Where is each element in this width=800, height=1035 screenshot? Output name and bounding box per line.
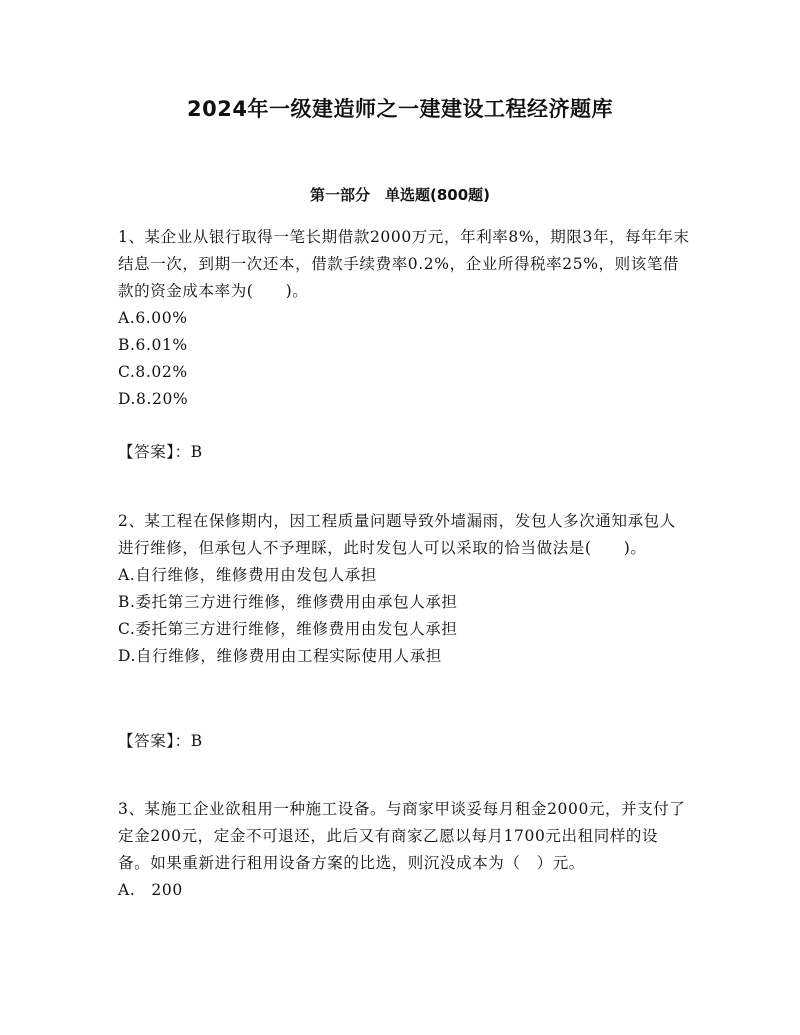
option-a: A.6.00% — [118, 309, 188, 327]
option-c: C.8.02% — [118, 363, 188, 381]
option-c: C.委托第三方进行维修，维修费用由发包人承担 — [118, 620, 458, 638]
question-2 — [118, 508, 690, 670]
question-text: 2、某工程在保修期内，因工程质量问题导致外墙漏雨，发包人多次通知承包人进行维修，但承包人不予理睬，此时发包人可以采取的恰当做法是( )。 — [118, 512, 676, 557]
answer-1: 【答案】：B — [118, 443, 203, 461]
question-text: 3、某施工企业欲租用一种施工设备。与商家甲谈妥每月租金2000元，并支付了定金200元，定金不可退还，此后又有商家乙愿以每月1700元出租同样的设备。如果重新进行租用设备方案的比选，则沉没成本为（ ）元。 — [118, 800, 686, 872]
option-a: A.自行维修，维修费用由发包人承担 — [118, 566, 377, 584]
option-a: A. 200 — [118, 881, 183, 899]
option-d: D.自行维修，维修费用由工程实际使用人承担 — [118, 647, 442, 665]
document-title: 2024年一级建造师之一建建设工程经济题库 — [187, 97, 613, 121]
question-text: 1、某企业从银行取得一笔长期借款2000万元，年利率8%，期限3年，每年年末结息一次，到期一次还本，借款手续费率0.2%，企业所得税率25%，则该笔借款的资金成本率为( )。 — [118, 228, 690, 300]
question-3 — [118, 796, 690, 904]
option-b: B.6.01% — [118, 336, 188, 354]
section-heading: 第一部分 单选题(800题) — [309, 186, 491, 204]
option-d: D.8.20% — [118, 390, 189, 408]
option-b: B.委托第三方进行维修，维修费用由承包人承担 — [118, 593, 458, 611]
question-1 — [118, 224, 690, 413]
answer-2: 【答案】：B — [118, 732, 203, 750]
